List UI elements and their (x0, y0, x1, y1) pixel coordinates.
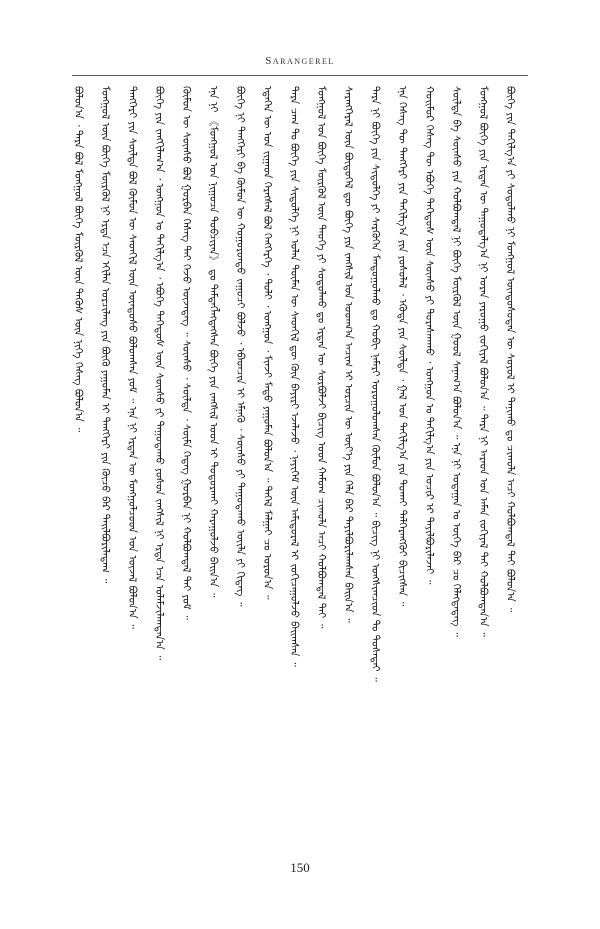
text-column: ᠬᠣᠢᠮᠤᠷ ᠬᠡᠰᠡᠭ ᠲᠦ ᠡᠪᠦᠭᠡ ᠳᠡᠭᠡᠳᠦᠰ ᠦᠨ ᠰᠦᠨᠰᠦ ᠶᠢ ᠳᠤᠷᠠᠰᠬᠠᠬᠤ ᠂ ᠣᠩᠭᠣᠨ ᠤ ᠲᠠᠬᠢᠯᠭ᠎ᠠ ᠶᠢᠨ ᠤᠴᠢᠷ ᠢ ᠲᠠᠶᠢᠯᠪᠤᠷᠢᠯᠠᠵᠠᠢ ᠃ (423, 86, 435, 585)
text-column: ᠲᠡᠷᠡ ᠨᠢ ᠪᠥᠭᠡ ᠶᠢᠨ ᠰᠢᠲᠦᠯᠭᠡ ᠶᠢ ᠰᠡᠷᠭᠦᠭᠡᠨ ᠮᠠᠨᠳᠤᠭᠤᠯᠬᠤ ᠳᠤ ᠬᠤᠪᠢ ᠨᠡᠮᠡᠷᠢ ᠣᠷᠤᠭᠤᠯᠤᠭᠰᠠᠨ ᠬᠦᠮᠦᠨ ᠪᠣᠯᠤᠨ᠎ᠠ ᠃ ᠪᠢᠴᠢᠭ ᠨᠢ ᠤᠩᠰᠢᠭᠴᠢᠳ ᠲᠤ ᠲᠤᠰᠠᠲᠠᠢ ᠃ (369, 86, 381, 682)
header-rule (72, 75, 528, 76)
text-column: ᠮᠣᠩᠭᠣᠯ ᠪᠥᠭᠡ ᠶᠢᠨ ᠡᠷᠲᠡᠨ ᠦ ᠳᠠᠭᠤᠳᠠᠯᠭ᠎ᠠ ᠨᠢ ᠤᠷᠠᠨ ᠶᠠᠷᠤᠭᠤ ᠵᠣᠬᠢᠶᠠᠯ ᠪᠣᠯᠤᠨ᠎ᠠ ᠃ ᠲᠡᠷᠡ ᠨᠢ ᠠᠷᠠᠳ ᠤᠨ ᠠᠮᠠᠨ ᠵᠣᠬᠢᠶᠠᠯ ᠲᠠᠢ ᠬᠣᠯᠪᠣᠭᠳᠠᠨ᠎ᠠ ᠃ (477, 86, 489, 637)
text-column: ᠰᠦᠯᠳᠡ ᠪᠠ ᠰᠦᠨᠰᠦ ᠶᠢᠨ ᠬᠣᠯᠪᠣᠭᠳᠠᠯ ᠨᠢ ᠪᠥᠭᠡ ᠮᠥᠷᠭᠦᠯ ᠦᠨ ᠭᠣᠣᠯ ᠰᠠᠨᠠᠭ᠎ᠠ ᠪᠣᠯᠤᠨ᠎ᠠ ᠃ ᠡᠨᠡ ᠨᠢ ᠤᠳᠠᠭᠠᠨ ᠤ ᠦᠭᠡ ᠪᠡᠷ ᠴᠤ ᠬᠡᠯᠡᠭᠳᠡᠳᠡᠭ ᠃ (450, 86, 462, 637)
text-column: ᠪᠣᠯᠤᠨ᠎ᠠ ᠂ ᠲᠡᠷᠡ ᠪᠣᠯ ᠮᠣᠩᠭᠣᠯ ᠪᠥᠭᠡ ᠮᠥᠷᠭᠦᠯ ᠦᠨ ᠲᠡᠭᠦᠰ ᠦᠨ ᠨᠢᠭᠡ ᠬᠡᠰᠡᠭ ᠪᠣᠯᠤᠨ᠎ᠠ ᠃ (72, 86, 84, 433)
text-column: ᠡᠨᠡ ᠨᠢ 《ᠮᠣᠩᠭᠣᠯ ᠤᠨ ᠨᠢᠭᠤᠴᠠ ᠲᠣᠪᠴᠢᠶᠠᠨ》 ᠳᠤ ᠲᠡᠮᠳᠡᠭᠯᠡᠭᠳᠡᠭᠰᠡᠨ ᠪᠥᠭᠡ ᠶᠢᠨ ᠵᠠᠩᠰᠢᠯ ᠤᠳ ᠢ ᠲᠣᠳᠤᠷᠬᠠᠢ ᠬᠠᠷᠠᠭᠤᠯᠵᠤ ᠪᠠᠢᠨ᠎ᠠ ᠃ (207, 86, 219, 598)
text-column: ᠲᠡᠷᠡ ᠴᠠᠭ ᠲᠤ ᠪᠥᠭᠡ ᠶᠢᠨ ᠰᠢᠲᠦᠯᠭᠡ ᠨᠢ ᠣᠯᠠᠨ ᠲᠦᠮᠡᠨ ᠦ ᠰᠡᠳᠬᠢᠯ ᠳᠦ ᠭᠦᠨ ᠪᠠᠶᠢᠷᠢ ᠡᠵᠡᠯᠡᠵᠦ ᠂ ᠨᠡᠶᠢᠭᠡᠮ ᠦᠨ ᠠᠮᠢᠳᠤᠷᠠᠯ ᠢ ᠵᠣᠬᠢᠴᠠᠭᠤᠯᠵᠤ ᠪᠠᠢᠭᠰᠠᠨ ᠃ (288, 86, 300, 667)
text-column: ᠮᠣᠩᠭᠣᠯ ᠤᠨ ᠪᠥᠭᠡ ᠮᠥᠷᠭᠦᠯ ᠦᠨ ᠲᠡᠦᠬᠡ ᠶᠢ ᠰᠤᠳᠤᠯᠬᠤ ᠳᠤ ᠡᠷᠲᠡᠨ ᠦ ᠰᠤᠷᠪᠤᠯᠵᠢ ᠪᠢᠴᠢᠭ ᠤᠳ ᠬᠠᠮᠤᠭ ᠴᠢᠬᠤᠯᠠ ᠠᠴᠢ ᠬᠣᠯᠪᠣᠭᠳᠠᠯ ᠲᠠᠢ ᠃ (315, 86, 327, 629)
text-column: ᠲᠡᠩᠭᠡᠷᠢ ᠶᠢᠨ ᠰᠦᠯᠳᠡ ᠪᠣᠯ ᠬᠦᠮᠦᠨ ᠦ ᠰᠡᠳᠬᠢᠯ ᠦᠨ ᠦᠨᠳᠦᠰᠦ ᠪᠣᠯᠤᠭᠰᠠᠨ ᠶᠤᠮ ᠃ ᠡᠨᠡ ᠨᠢ ᠡᠷᠲᠡᠨ ᠦ ᠮᠣᠩᠭᠣᠯᠴᠤᠳ ᠤᠨ ᠦᠵᠡᠯ ᠪᠣᠯᠤᠨ᠎ᠠ ᠃ (126, 86, 138, 629)
text-column: ᠪᠥᠭᠡ ᠶᠢᠨ ᠲᠠᠬᠢᠯᠭ᠎ᠠ ᠶᠢ ᠰᠤᠳᠤᠯᠬᠤ ᠨᠢ ᠮᠣᠩᠭᠣᠯ ᠦᠨᠳᠦᠰᠦᠲᠡᠨ ᠦ ᠰᠣᠶᠣᠯ ᠢ ᠲᠠᠨᠢᠬᠤ ᠳᠤ ᠴᠢᠬᠤᠯᠠ ᠠᠴᠢ ᠬᠣᠯᠪᠣᠭᠳᠠᠯ ᠲᠠᠢ ᠪᠣᠯᠤᠨ᠎ᠠ ᠃ (504, 86, 516, 613)
text-column: ᠡᠳᠡᠭᠡᠨ ᠦ ᠡᠳ ᠵᠢᠭᠠᠳ ᠬᠡᠷᠡᠭᠰᠡᠯ ᠪᠣᠯ ᠬᠡᠩᠭᠡᠷᠭᠡ ᠂ ᠲᠣᠯᠢ ᠂ ᠣᠩᠭᠣᠨ ᠂ ᠮᠢᠨᠵᠢ ᠮᠡᠲᠦ ᠶᠠᠭᠤᠮᠠᠨ ᠪᠣᠯᠤᠨ᠎ᠠ ᠃ ᠳᠡᠭᠡᠯ ᠮᠠᠯᠭᠠᠢ ᠴᠤ ᠣᠷᠣᠨ᠎ᠠ ᠃ (261, 86, 273, 600)
text-column: ᠡᠨᠡ ᠬᠡᠰᠡᠭ ᠲᠦ ᠲᠡᠩᠭᠡᠷᠢ ᠶᠢᠨ ᠲᠠᠬᠢᠯᠭ᠎ᠠ ᠶᠢᠨ ᠶᠣᠰᠣᠯᠠᠯ ᠂ ᠡᠭᠦᠳᠡ ᠶᠢᠨ ᠰᠦᠯᠳᠡ ᠂ ᠭᠠᠯ ᠤᠨ ᠲᠠᠬᠢᠯᠭ᠎ᠠ ᠶᠢᠨ ᠲᠤᠬᠠᠢ ᠳᠡᠯᠭᠡᠷᠡᠩᠭᠦᠢ ᠪᠢᠴᠢᠭᠰᠡᠨ ᠃ (396, 86, 408, 607)
text-column: ᠪᠥᠭᠡ ᠶᠢᠨ ᠵᠠᠩᠭᠢᠯᠠᠭ᠎ᠠ ᠂ ᠣᠩᠭᠣᠨ ᠤ ᠲᠠᠬᠢᠯᠭ᠎ᠠ ᠂ ᠡᠪᠦᠭᠡ ᠳᠡᠭᠡᠳᠦᠰ ᠦᠨ ᠰᠦᠨᠰᠦ ᠶᠢ ᠳᠠᠭᠤᠳᠠᠬᠤ ᠶᠣᠰᠣᠨ ᠵᠠᠩᠰᠢᠯ ᠨᠢ ᠡᠷᠲᠡ ᠡᠴᠡ ᠤᠯᠠᠮᠵᠢᠯᠠᠭᠳᠠᠨ᠎ᠠ ᠃ (153, 86, 165, 661)
page-number: 150 (290, 860, 310, 875)
running-header: Sarangerel (265, 55, 335, 67)
text-column: ᠬᠦᠮᠦᠨ ᠦ ᠰᠦᠨᠰᠦ ᠪᠣᠯ ᠭᠤᠷᠪᠠᠨ ᠬᠡᠰᠡᠭ ᠲᠡᠢ ᠭᠡᠵᠦ ᠦᠵᠡᠳᠡᠭ ᠃ ᠰᠦᠨᠰᠦ ᠂ ᠰᠦᠯᠳᠡ ᠂ ᠰᠦᠮᠡ ᠭᠡᠳᠡᠭ ᠭᠤᠷᠪᠠᠨ ᠨᠢ ᠬᠣᠯᠪᠣᠭᠳᠠᠯ ᠲᠠᠢ ᠶᠤᠮ ᠃ (180, 86, 192, 620)
text-column: ᠮᠣᠩᠭᠣᠯ ᠦᠨ ᠪᠥᠭᠡ ᠮᠥᠷᠭᠦᠯ ᠨᠢ ᠡᠷᠲᠡ ᠡᠴᠡ ᠡᠬᠢᠯᠡᠨ ᠣᠷᠴᠢᠯᠠᠩ ᠶᠢᠨ ᠪᠦᠬᠦ ᠶᠠᠭᠤᠮᠠᠨ ᠢ ᠲᠡᠩᠭᠡᠷᠢ ᠶᠢᠨ ᠬᠦᠴᠦ ᠪᠠᠷ ᠲᠠᠢᠯᠪᠤᠷᠢᠯᠠᠳᠠᠭ ᠃ (99, 86, 111, 584)
text-column: ᠪᠥᠭᠡ ᠨᠢ ᠲᠡᠩᠭᠡᠷᠢ ᠪᠠ ᠬᠦᠮᠦᠨ ᠦ ᠬᠣᠭᠣᠷᠣᠨᠳᠣ ᠵᠠᠭᠤᠴᠢ ᠪᠣᠯᠵᠤ ᠂ ᠡᠪᠡᠳᠴᠢᠨ ᠢ ᠡᠮᠨᠡᠬᠦ ᠂ ᠰᠦᠨᠰᠦ ᠶᠢ ᠳᠠᠭᠤᠳᠠᠬᠤ ᠦᠢᠯᠡ ᠶᠢ ᠬᠢᠳᠡᠭ ᠃ (234, 86, 246, 607)
text-column: ᠰᠠᠷᠠᠩᠭᠡᠷᠡᠯ ᠦᠨ ᠪᠦᠲᠦᠭᠡᠯ ᠳᠦ ᠪᠥᠭᠡ ᠶᠢᠨ ᠵᠠᠩᠰᠢᠯ ᠤᠨ ᠤᠳᠬ᠎ᠠ ᠠᠴᠢᠭ ᠢ ᠣᠷᠴᠢᠨ ᠦ ᠦᠶ᠎ᠡ ᠶᠢᠨ ᠬᠡᠯᠡ ᠪᠡᠷ ᠲᠠᠶᠢᠯᠪᠤᠷᠢᠯᠠᠭᠰᠠᠨ ᠪᠠᠢᠨ᠎ᠠ ᠃ (342, 86, 354, 623)
vertical-mongolian-text-block (70, 86, 530, 814)
